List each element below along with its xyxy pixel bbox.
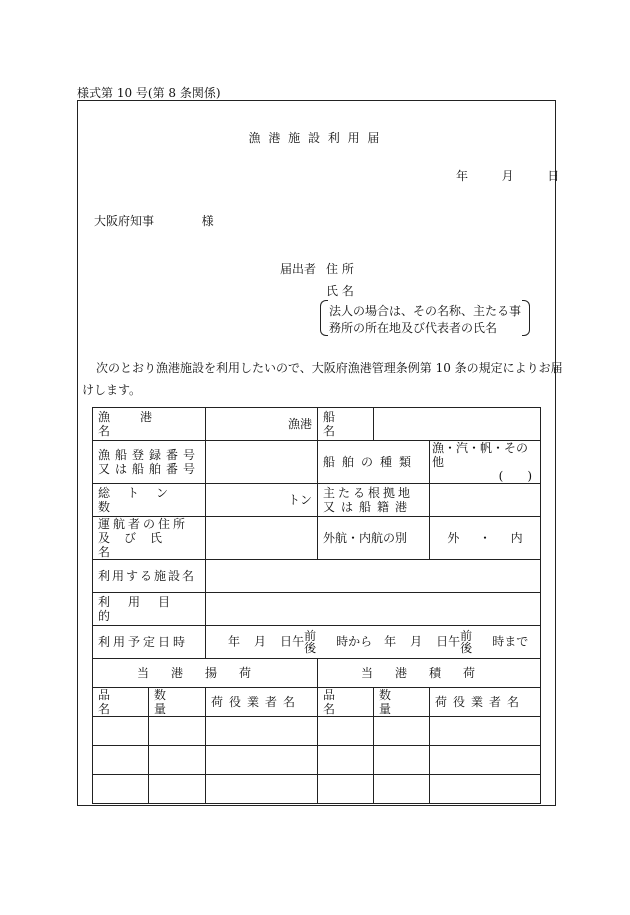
port-label: 漁港名 <box>98 410 183 438</box>
row-tonnage <box>93 484 541 517</box>
load-item-header <box>318 688 374 717</box>
voyage-input-cell[interactable] <box>430 517 541 560</box>
cargo-cell[interactable] <box>149 775 206 804</box>
applicant-name-label: 氏 名 <box>326 284 354 298</box>
reg-label-line2: 又は船舶番号 <box>98 462 201 476</box>
load-qty-header <box>374 688 430 717</box>
cargo-cell[interactable] <box>206 775 318 804</box>
load-handler-label: 荷役業者名 <box>435 695 526 709</box>
sched-end-day: 日 <box>436 634 449 649</box>
vessel-name-label-cell <box>318 408 400 441</box>
voyage-label-cell <box>318 517 430 560</box>
port-label-cell <box>93 408 206 441</box>
sched-end-am: 前 <box>460 629 473 643</box>
facility-input-cell[interactable] <box>206 560 541 593</box>
sched-start-ampm <box>304 630 316 654</box>
unload-item-header <box>93 688 149 717</box>
purpose-label: 利用目的 <box>98 595 189 623</box>
sched-end-pm: 後 <box>460 641 473 655</box>
applicant-address-label: 住 所 <box>326 262 354 276</box>
form-title: 漁 港 施 設 利 用 届 <box>248 131 382 145</box>
port-suffix: 漁港 <box>288 417 313 431</box>
body-text-line1: 次のとおり漁港施設を利用したいので、大阪府漁港管理条例第 10 条の規定によりお届 <box>96 361 563 375</box>
row-facility <box>93 560 541 593</box>
date-line <box>456 167 559 184</box>
operator-input-cell[interactable] <box>206 517 318 560</box>
cargo-cell[interactable] <box>149 717 206 746</box>
table-row <box>93 775 541 804</box>
vessel-type-paren: ( ) <box>498 469 533 483</box>
corp-note-line2: 務所の所在地及び代表者の氏名 <box>329 321 498 335</box>
facility-label: 利用する施設名 <box>98 569 197 583</box>
cargo-cell[interactable] <box>430 746 541 775</box>
operator-label-line1: 運航者の住所 <box>98 517 189 531</box>
cargo-cell[interactable] <box>318 746 374 775</box>
application-table <box>92 407 541 804</box>
base-input-cell[interactable] <box>430 484 541 517</box>
table-row <box>93 717 541 746</box>
row-registration <box>93 441 541 484</box>
unload-qty-header <box>149 688 206 717</box>
body-text-line2: けします。 <box>82 383 142 397</box>
load-handler-header <box>430 688 541 717</box>
addressee-name: 大阪府知事 <box>94 214 155 228</box>
cargo-cell[interactable] <box>374 775 430 804</box>
row-cargo-columns <box>93 688 541 717</box>
unload-qty-label: 数量 <box>154 688 185 716</box>
sched-end-year: 年 <box>384 634 397 649</box>
voyage-label: 外航・内航の別 <box>323 531 408 545</box>
tonnage-input-cell[interactable] <box>206 484 318 517</box>
addressee-honorific: 様 <box>201 214 214 228</box>
base-label-cell <box>318 484 430 517</box>
sched-end-ampm <box>460 630 472 654</box>
purpose-label-cell <box>93 593 206 626</box>
vessel-type-options: 漁・汽・帆・その他 <box>432 441 529 469</box>
applicant-label: 届出者 <box>280 262 317 276</box>
voyage-inner: 内 <box>510 531 523 545</box>
cargo-cell[interactable] <box>318 775 374 804</box>
sched-until: 時まで <box>492 634 529 649</box>
sched-start-am-char: 午 <box>292 634 305 649</box>
load-header: 当港積荷 <box>361 666 498 680</box>
cargo-cell[interactable] <box>149 746 206 775</box>
unload-item-label: 品名 <box>98 688 129 716</box>
row-cargo-header <box>93 659 541 688</box>
cargo-cell[interactable] <box>318 717 374 746</box>
load-qty-label: 数量 <box>379 688 410 716</box>
reg-label-line1: 漁船登録番号 <box>98 448 201 462</box>
cargo-cell[interactable] <box>93 746 149 775</box>
form-number: 様式第 10 号(第 8 条関係) <box>77 86 221 100</box>
addressee <box>94 212 214 229</box>
reg-label-cell <box>93 441 206 484</box>
tonnage-label: 総トン数 <box>98 486 186 514</box>
tonnage-label-cell <box>93 484 206 517</box>
sched-start-day: 日 <box>280 634 293 649</box>
month-label: 月 <box>501 169 514 183</box>
schedule-input-cell[interactable] <box>206 626 541 659</box>
vessel-name-label: 船名 <box>323 410 400 438</box>
vessel-type-label-cell <box>318 441 430 484</box>
row-schedule <box>93 626 541 659</box>
sched-from: 時から <box>336 634 373 649</box>
voyage-outer: 外 <box>447 531 460 545</box>
cargo-cell[interactable] <box>206 717 318 746</box>
reg-input-cell[interactable] <box>206 441 318 484</box>
sched-start-year: 年 <box>228 634 241 649</box>
operator-label-line2: 及び氏名 <box>98 531 177 559</box>
cargo-cell[interactable] <box>430 775 541 804</box>
row-port <box>93 408 541 441</box>
ton-unit: トン <box>288 493 313 507</box>
unload-header-cell <box>93 659 318 688</box>
corporation-note <box>320 300 530 336</box>
row-purpose <box>93 593 541 626</box>
vessel-type-input-cell[interactable] <box>430 441 541 484</box>
cargo-cell[interactable] <box>374 746 430 775</box>
schedule-label: 利用予定日時 <box>98 635 189 649</box>
schedule-label-cell <box>93 626 206 659</box>
base-label-line2: 又は船籍港 <box>323 500 414 514</box>
year-label: 年 <box>456 169 469 183</box>
load-item-label: 品名 <box>323 688 354 716</box>
cargo-cell[interactable] <box>206 746 318 775</box>
corp-note-line1: 法人の場合は、その名称、主たる事 <box>329 304 522 318</box>
operator-label-cell <box>93 517 206 560</box>
sched-start-pm: 後 <box>304 641 317 655</box>
purpose-input-cell[interactable] <box>206 593 541 626</box>
unload-header: 当港揚荷 <box>137 666 274 680</box>
vessel-type-label: 船舶の種類 <box>323 455 419 469</box>
base-label-line1: 主たる根拠地 <box>323 486 414 500</box>
unload-handler-header <box>206 688 318 717</box>
day-label: 日 <box>547 169 560 183</box>
port-input-cell[interactable] <box>206 408 318 441</box>
sched-end-am-char: 午 <box>448 634 461 649</box>
cargo-cell[interactable] <box>93 775 149 804</box>
cargo-cell[interactable] <box>430 717 541 746</box>
load-header-cell <box>318 659 541 688</box>
table-row <box>93 746 541 775</box>
row-operator <box>93 517 541 560</box>
sched-end-month: 月 <box>410 634 423 649</box>
sched-start-am: 前 <box>304 629 317 643</box>
cargo-cell[interactable] <box>374 717 430 746</box>
cargo-cell[interactable] <box>93 717 149 746</box>
sched-start-month: 月 <box>254 634 267 649</box>
voyage-dot: ・ <box>479 531 492 545</box>
facility-label-cell <box>93 560 206 593</box>
unload-handler-label: 荷役業者名 <box>211 695 302 709</box>
